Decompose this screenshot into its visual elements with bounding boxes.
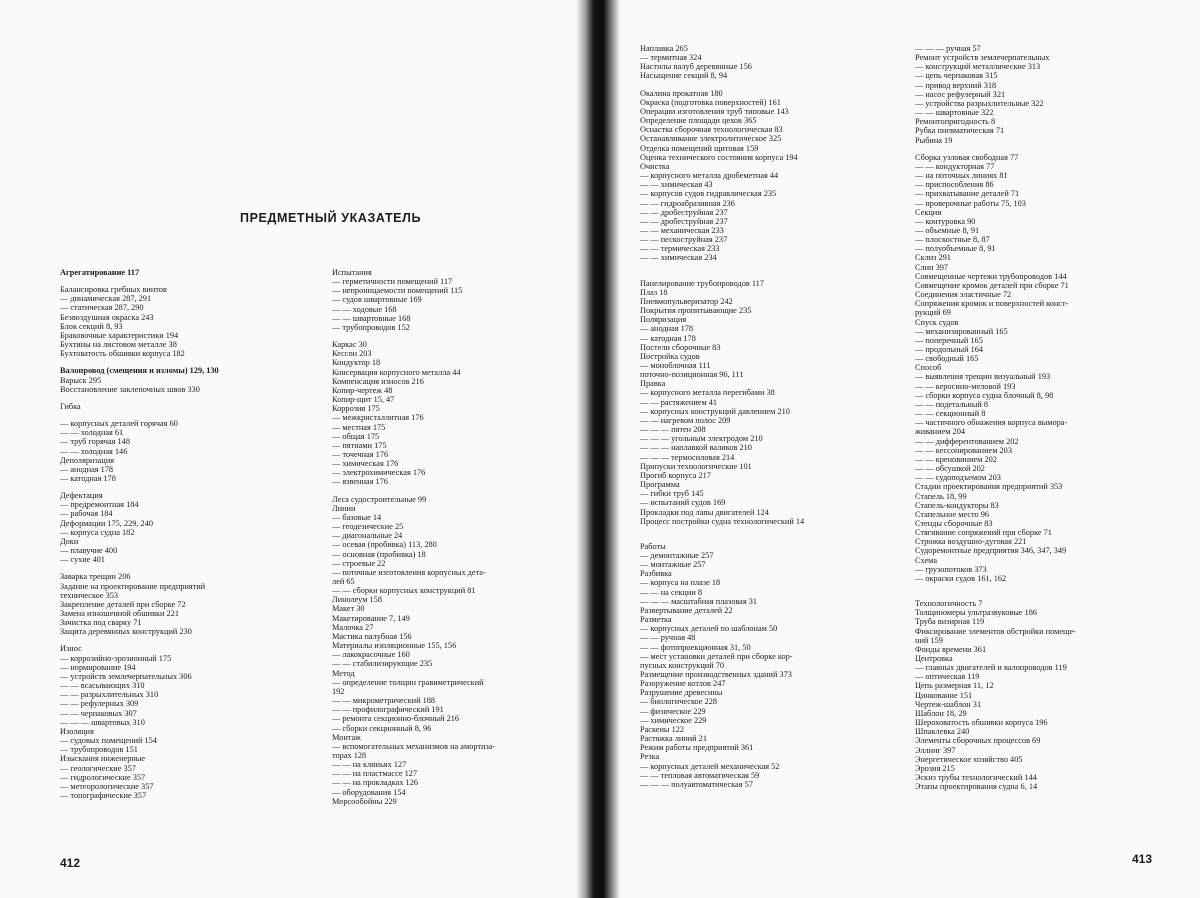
index-entry: Замена изношенной обшивки 221 [60,609,179,618]
index-entry: — химическое 229 [640,715,707,725]
index-entry: — оптическая 119 [915,672,980,682]
index-entry: Ремонтопригодность 8 [915,117,996,127]
index-entry: — — кондукторная 77 [915,161,995,171]
entry-gap [332,332,577,340]
index-entry: Режим работы предприятий 361 [640,743,754,753]
index-entry: — — судоподъемом 203 [915,473,1001,483]
index-entry: — поперечный 165 [915,335,983,345]
index-entry: — мест установки деталей при сборке кор- [640,651,793,661]
index-entry: — физическое 229 [640,706,706,716]
index-entry: Настилы палуб деревянные 156 [640,62,752,72]
index-entry: — — сборки корпусных конструкций 81 [332,586,476,596]
index-entry: — — креновинием 202 [915,454,997,464]
index-entry: — гибки труб 145 [640,489,704,499]
index-entry: — — — термосиловая 214 [640,452,735,462]
index-entry: лей 65 [332,577,355,586]
index-entry: — судов швартовные 169 [332,295,422,305]
index-entry: — точечная 176 [332,449,389,459]
index-entry: живанием 204 [915,427,965,437]
index-entry: Задание на проектирование предприятий [60,581,206,591]
index-entry: — контуровка 90 [915,216,976,226]
index-entry: Постройка судов [640,351,700,361]
index-entry: Копир-щит 15, 47 [332,395,395,405]
index-entry: — — тепловая автоматическая 59 [640,770,760,780]
index-entry: Припуски технологические 101 [640,461,752,471]
index-entry: Сопряжения кромок и поверхностей конст- [915,299,1069,309]
index-entry: Чертеж-шаблон 31 [915,699,982,709]
index-entry: — оборудования 154 [332,787,406,797]
entry-gap [640,263,885,271]
index-entry: — — черпаковых 307 [60,708,137,718]
index-entry: Правка [640,379,666,389]
index-entry: Копир-чертеж 48 [332,385,393,395]
index-entry: — свободный 165 [915,354,979,364]
index-entry: Изыскания инженерные [60,754,146,764]
index-entry: — плавучие 400 [60,546,118,556]
page-number-left: 412 [60,856,81,870]
entry-gap [60,394,305,402]
index-entry: Мастика палубная 156 [332,631,412,641]
index-entry: Монтаж [332,732,361,742]
index-entry: Ремонт устройств землечерпательных [915,53,1050,63]
index-entry: — непроницаемости помещений 115 [332,286,463,296]
index-entry: — корпусов судов гидравлическая 235 [640,189,777,199]
index-entry: Износ [60,644,82,654]
index-entry: — динамическая 287, 291 [60,294,152,304]
index-entry: — — механическая 233 [640,225,724,235]
right-column-1 [640,44,885,789]
entry-gap [640,271,885,279]
index-entry: — язвенная 176 [332,477,388,487]
index-entry: Леса судостроительные 99 [332,494,427,504]
index-entry: Прокладки под лапы двигателей 124 [640,507,769,517]
index-entry: — корпусных деталей горячая 60 [60,419,178,429]
index-entry: — топографические 357 [60,790,147,800]
index-entry: Слип 397 [915,262,949,272]
entry-gap [915,591,1175,599]
entry-gap [640,526,885,534]
index-entry: — монтажные 257 [640,560,706,570]
index-entry: Агрегатирование 117 [60,268,140,277]
index-entry: Процесс постройки судна технологический 14 [640,516,805,526]
index-entry: Рыбина 19 [915,135,953,145]
index-entry: Плаз 18 [640,287,668,297]
entry-gap [60,358,305,366]
index-title: ПРЕДМЕТНЫЙ УКАЗАТЕЛЬ [240,211,422,225]
index-entry: — — — наплавкой валиков 210 [640,443,752,453]
index-entry: Стенды сборочные 83 [915,518,993,528]
index-entry: Цепь размерная 11, 12 [915,681,994,691]
index-entry: Разоружение котлов 247 [640,679,726,689]
index-entry: Энергетическое хозяйство 405 [915,754,1023,764]
entry-gap [60,483,305,491]
index-entry: — — — пятен 208 [640,425,706,435]
index-entry: — плоскостные 8, 87 [915,235,990,245]
index-entry: — — на прокладках 126 [332,778,419,788]
index-entry: Блок секций 8, 93 [60,321,123,331]
entry-gap [915,145,1175,153]
index-entry: — полуобъемные 8, 91 [915,244,996,254]
index-entry: — демонтажные 257 [640,550,714,560]
entry-gap [60,564,305,572]
index-entry: Кессон 203 [332,349,372,359]
index-entry: — грузопотоков 373 [915,564,987,574]
index-entry: Рубка пневматическая 71 [915,126,1005,136]
index-entry: — продольный 164 [915,345,984,354]
index-entry: — сборки корпуса судна блочный 8, 98 [915,390,1054,400]
index-entry: Труба визирная 119 [915,617,985,627]
entry-gap [640,81,885,89]
index-entry: Кондуктор 18 [332,358,381,368]
index-entry: Эскиз трубы технологический 144 [915,773,1037,783]
index-entry: — испытаний судов 169 [640,498,726,508]
index-entry: Дефектация [60,491,103,501]
index-entry: Секции [915,207,942,217]
index-entry: — корпусных деталей механическая 52 [640,761,780,771]
index-entry: — герметичности помещений 117 [332,277,453,287]
index-entry: — анодная 178 [640,324,694,334]
index-entry: — конструкций металлические 313 [915,62,1041,72]
index-entry: — лакокрасочные 160 [332,650,410,660]
index-entry: — моноблочная 111 [640,361,711,370]
entry-gap [332,487,577,495]
index-entry: Программа [640,480,680,490]
index-entry: Оценка технического состояния корпуса 194 [640,152,798,162]
index-entry: — насос рефулерный 321 [915,89,1006,99]
index-entry: поточно-позиционная 96, 111 [640,370,744,380]
index-entry: Прогиб корпуса 217 [640,470,711,480]
index-entry: Раскены 122 [640,724,685,734]
index-entry: — — холодная 146 [60,446,128,456]
index-entry: Шпаклевка 240 [915,727,970,737]
index-entry: Технологичность 7 [915,599,983,609]
index-entry: Шероховатость обшивки корпуса 196 [915,718,1048,728]
index-entry: — устройства разрыхлительные 322 [915,98,1044,108]
index-entry: — осевая (пробивка) 113, 280 [332,540,437,550]
index-entry: Строжка воздушно-дуговая 221 [915,537,1027,547]
index-entry: — корпусных конструкций давлением 210 [640,406,790,416]
index-entry: Эллинг 397 [915,745,956,755]
index-entry: Испытания [332,268,372,277]
index-entry: Окраска (подготовка поверхностей) 161 [640,97,781,107]
index-entry: Схема [915,555,938,565]
index-entry: Сборка узловая свободная 77 [915,152,1019,162]
index-entry: — катодная 178 [640,333,696,343]
index-entry: — механизированный 165 [915,326,1008,336]
index-entry: Стапель-кондукторы 83 [915,500,999,510]
index-entry: Стягивание сопряжений при сборке 71 [915,528,1052,538]
index-entry: — ремонта секционно-блочный 216 [332,714,460,724]
index-entry: — выявления трещин визуальный 193 [915,372,1051,382]
index-entry: — проверочные работы 75, 103 [915,198,1026,208]
index-entry: рукций 69 [915,308,951,318]
left-page [0,0,590,898]
entry-gap [915,583,1175,591]
index-entry: Работы [640,541,666,551]
index-entry: 192 [332,686,345,696]
index-entry: Компенсация износов 216 [332,376,424,386]
index-entry: Определение площади цехов 365 [640,116,757,126]
index-entry: Толщиномеры ультразвуковые 186 [915,608,1038,618]
index-entry: Бухтины на листовом металле 38 [60,340,177,350]
index-entry: — нормирование 194 [60,662,136,672]
index-entry: Бухтоватость обшивки корпуса 182 [60,349,185,359]
index-entry: Очистка [640,161,670,171]
index-entry: Растяжка линий 21 [640,734,707,744]
index-entry: — труб горячая 148 [60,437,130,447]
index-entry: Морсообойны 229 [332,796,397,806]
index-entry: — — — ручная 57 [915,44,981,53]
index-entry: — — кессонированием 203 [915,445,1012,455]
index-entry: — рабочая 184 [60,509,113,519]
index-entry: Защита деревянных конструкций 230 [60,627,192,637]
index-entry: — — на пластмассе 127 [332,769,418,779]
index-entry: — коррозийно-эрозионный 175 [60,653,172,663]
index-entry: — электрохимическая 176 [332,468,426,478]
index-entry: — — на клиньях 127 [332,760,407,770]
index-entry: Эрозия 215 [915,763,955,773]
index-entry: Развертывание деталей 22 [640,605,733,615]
index-entry: — межкристаллитная 176 [332,413,424,423]
index-entry: Спуск судов [915,317,959,327]
index-entry: Зачистка под сварку 71 [60,618,142,628]
page-number-right: 413 [1132,852,1153,866]
index-entry: — диагональные 24 [332,531,403,541]
index-entry: — прихватывание деталей 71 [915,189,1020,199]
index-entry: Валопровод (смещения и изломы) 129, 130 [60,366,219,376]
index-entry: — на поточных линиях 81 [915,171,1008,181]
index-entry: — — швартовные 168 [332,313,411,323]
index-entry: — основная (пробивка) 18 [332,549,426,559]
index-entry: Каркас 30 [332,340,367,350]
index-entry: — судовых помещений 154 [60,736,157,746]
index-entry: — привод верхний 318 [915,80,997,90]
index-entry: — термитная 324 [640,53,702,63]
index-entry: — — — угольным электродом 210 [640,434,763,444]
index-entry: — — фотопроекционная 31, 50 [640,642,751,652]
index-entry: Окалина прокатная 180 [640,88,723,98]
index-entry: ний 159 [915,635,943,645]
index-entry: Деполяризация [60,455,115,465]
entry-gap [60,277,305,285]
index-entry: Восстановление заклепочных швов 330 [60,384,200,394]
index-entry: — — секционный 8 [915,409,986,419]
index-entry: Цинкование 151 [915,690,973,700]
index-entry: — — всасывающих 310 [60,681,145,691]
index-entry: Заварка трещин 206 [60,572,131,582]
index-entry: Макетирование 7, 149 [332,613,410,623]
index-entry: — приспособления 86 [915,180,994,190]
left-column-1 [60,268,305,800]
index-entry: Стадии проектирования предприятий 353 [915,482,1063,492]
index-entry: Постели сборочные 83 [640,342,721,352]
index-entry: Доки [60,536,79,546]
index-entry: Безвоздушная окраска 243 [60,312,154,322]
index-entry: — трубопроводов 151 [60,745,138,755]
index-entry: — — пескоструйная 237 [640,235,728,245]
index-entry: Браковочные характеристики 194 [60,330,179,340]
index-entry: — поточные изготовления корпусных дета- [332,567,486,577]
index-entry: Разрушение древесины [640,688,723,698]
index-entry: Элементы сборочных процессов 69 [915,736,1041,746]
index-entry: — корпусного металла дробеметная 44 [640,171,779,181]
index-entry: Резка [640,752,660,762]
index-entry: Этапы проектирования судна 6, 14 [915,782,1038,792]
index-entry: — — ручная 48 [640,633,696,643]
index-entry: — катодная 178 [60,473,116,483]
index-entry: Материалы изоляционные 155, 156 [332,641,457,651]
index-entry: — корпусных деталей по шаблонам 50 [640,624,778,634]
index-entry: — — термическая 233 [640,244,720,254]
index-entry: — пятнами 175 [332,440,387,450]
index-entry: Операции изготовления труб типовые 143 [640,106,789,116]
right-column-2 [915,44,1175,791]
index-entry: — гидрологические 357 [60,772,146,782]
index-entry: Деформации 175, 229, 240 [60,518,153,528]
index-entry: — — — полуавтоматическая 57 [640,779,753,789]
index-entry: — — разрыхлительных 310 [60,690,159,700]
index-entry: Малочка 27 [332,622,374,632]
index-entry: торах 128 [332,750,367,760]
index-entry: Линолеум 158 [332,595,382,605]
index-entry: — — дробеструйная 237 [640,207,728,217]
entry-gap [60,636,305,644]
index-entry: Склиз 291 [915,253,951,263]
index-entry: — цепь черпаковая 315 [915,71,998,81]
index-entry: — — гидроабразивная 236 [640,198,735,208]
index-entry: Наплавка 265 [640,44,688,53]
index-entry: — — химическая 234 [640,253,717,263]
index-entry: Коррозия 175 [332,404,380,414]
index-entry: — — химическая 43 [640,180,713,190]
index-entry: — — профилографический 191 [332,705,444,715]
index-entry: Пневмопульверизатор 242 [640,296,733,306]
index-entry: — — подетальный 8 [915,399,989,409]
index-entry: — — — швартовых 310 [60,717,145,727]
index-entry: Изоляция [60,726,94,736]
index-entry: Насыщение секций 8, 94 [640,71,728,81]
index-entry: — — обсушкой 202 [915,464,985,474]
index-entry: — частичного обнажения корпуса вымора- [915,418,1068,428]
index-entry: Разметка [640,615,672,625]
index-entry: — биологическое 228 [640,697,718,707]
index-entry: — базовые 14 [332,512,382,522]
book-gutter [576,0,620,898]
index-entry: — — швартовные 322 [915,108,994,118]
index-entry: — — керосино-меловой 193 [915,381,1016,391]
index-entry: Отделка помещений щитовая 159 [640,143,759,153]
index-entry: — сухие 401 [60,555,105,565]
index-entry: — химическая 176 [332,459,399,469]
index-entry: — — рефулерных 309 [60,699,139,709]
index-entry: — — холодная 61 [60,428,124,438]
index-entry: Метод [332,668,355,678]
left-column-2 [332,268,577,806]
index-entry: Останавливание электролитическое 325 [640,134,782,144]
index-entry: Совмещенные чертежи трубопроводов 144 [915,271,1067,281]
index-entry: Фонды времени 361 [915,644,987,654]
index-entry: — геодезические 25 [332,522,404,532]
index-entry: — вспомогательных механизмов на амортиза- [332,741,496,751]
index-entry: — местная 175 [332,422,386,432]
index-entry: Варыск 295 [60,375,102,385]
index-entry: — строевые 22 [332,558,386,568]
index-entry: — корпуса на плазе 18 [640,578,721,588]
index-entry: — метеорологические 357 [60,781,154,791]
index-entry: Оснастка сборочная технологическая 83 [640,125,783,135]
index-entry: Способ [915,363,942,373]
index-entry: — корпуса судна 182 [60,527,135,537]
index-entry: Стапельное место 96 [915,509,990,519]
index-entry: — корпусного металла перегибами 38 [640,388,775,398]
index-entry: — предремонтная 184 [60,500,139,510]
index-entry: пусных конструкций 70 [640,660,725,670]
index-entry: Судоремонтные предприятия 346, 347, 349 [915,546,1067,556]
entry-gap [640,534,885,542]
right-page [610,0,1200,898]
index-entry: — анодная 178 [60,464,114,474]
index-entry: Размещение производственных зданий 373 [640,670,792,679]
index-entry: — главных двигателей и валопроводов 119 [915,663,1067,673]
index-entry: — — дробеструйная 237 [640,216,728,226]
index-entry: — — микрометрический 188 [332,696,436,706]
index-entry: Консервация корпусного металла 44 [332,367,461,377]
index-entry: — — дифферентованием 202 [915,436,1019,446]
index-entry: — статическая 287, 290 [60,303,144,313]
index-entry: техническое 353 [60,590,119,600]
index-entry: — — нагревом полос 209 [640,415,731,425]
index-entry: — — растяжением 41 [640,397,718,407]
index-entry: — общая 175 [332,431,380,441]
index-entry: — определение толщин гравиметрический [332,677,484,687]
index-entry: Балансировка гребных винтов [60,285,167,295]
index-entry: — трубопроводов 152 [332,322,410,332]
index-entry: Гибка [60,401,81,411]
index-entry: Макет 30 [332,604,365,614]
index-entry: Фиксирование элементов обстройки помеще- [915,626,1076,636]
index-entry: Панелирование трубопроводов 117 [640,278,764,288]
index-entry: Линии [332,503,356,513]
index-entry: — — стабилизирующие 235 [332,659,433,669]
index-entry: Соединения эластичные 72 [915,290,1012,300]
index-entry: — геологические 357 [60,763,136,773]
index-entry: Шаблон 18, 29 [915,708,967,718]
index-entry: Стапель 18, 99 [915,491,967,501]
index-entry: — — ходовые 168 [332,304,397,314]
index-entry: — окраски судов 161, 162 [915,573,1007,583]
index-entry: Закрепление деталей при сборке 72 [60,599,186,609]
index-entry: Совмещение кромок деталей при сборке 71 [915,280,1069,290]
index-entry: Центровка [915,654,953,663]
index-entry: — устройств землечерпательных 306 [60,671,192,681]
index-entry: Поляризация [640,315,687,325]
index-entry: — сборки секционный 8, 96 [332,723,432,733]
index-entry: Покрытия пропитывающие 235 [640,306,752,316]
index-entry: — — — масштабная плазовая 31 [640,596,758,606]
index-entry: — объемные 8, 91 [915,225,980,235]
entry-gap [60,411,305,419]
index-entry: Разбивка [640,569,672,579]
index-entry: — — на секции 8 [640,587,702,597]
